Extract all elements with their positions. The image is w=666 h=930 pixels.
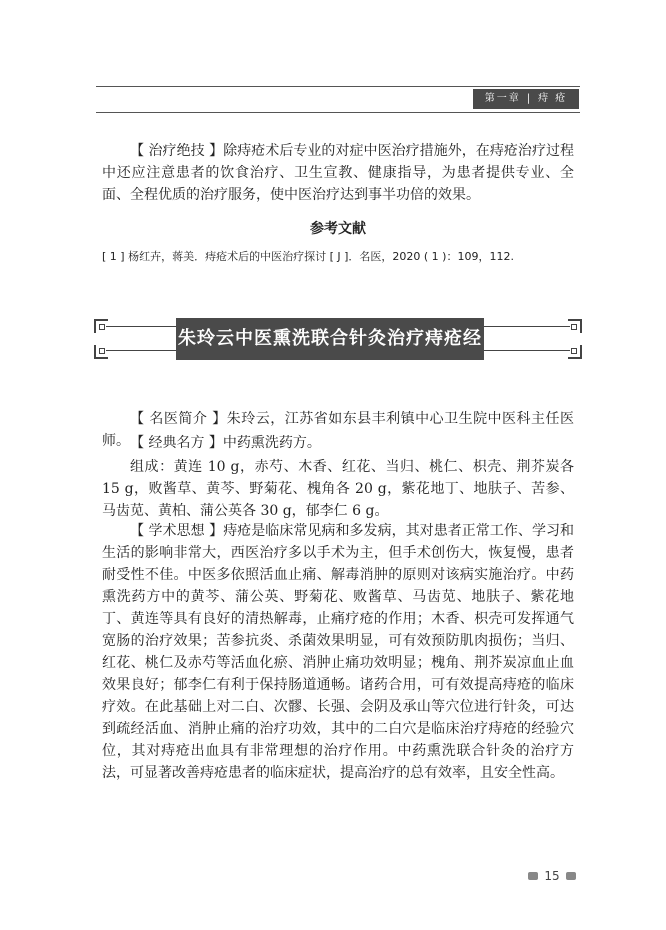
header-chapter: 第一章 [484, 93, 521, 104]
profile-label: 【 名医简介 】 [130, 411, 227, 427]
header-rule-bottom [96, 112, 580, 113]
treatment-tip-text: 除痔疮术后专业的对症中医治疗措施外，在痔疮治疗过程中还应注意患者的饮食治疗、卫生宣教、健康指导，为患者提供专业、全面、全程优质的治疗服务，使中医治疗达到事半功倍的效果。 [102, 143, 575, 203]
header-rule-top [96, 86, 580, 87]
scroll-ornament-icon [568, 345, 582, 359]
page-ornament-icon [566, 872, 576, 880]
section-title: 朱玲云中医熏洗联合针灸治疗痔疮经验 [176, 318, 484, 360]
treatment-tip-label: 【 治疗绝技 】 [130, 143, 224, 159]
section-banner [94, 318, 582, 391]
header-topic: 痔 疮 [538, 93, 568, 104]
formula-label: 【 经典名方 】 [130, 435, 223, 451]
composition-text: 组成：黄连 10 g，赤芍、木香、红花、当归、桃仁、枳壳、荆芥炭各 15 g，败酱草、黄芩、野菊花、槐角各 20 g，紫花地丁、地肤子、苦参、马齿苋、黄柏、蒲公英各 30 g，郁李仁 6 g。 [102, 459, 574, 519]
academic-text: 痔疮是临床常见病和多发病，其对患者正常工作、学习和生活的影响非常大，西医治疗多以手术为主，但手术创伤大，恢复慢，患者耐受性不佳。中医多依照活血止痛、解毒消肿的原则对该病实施治疗。中药熏洗药方中的黄芩、蒲公英、野菊花、败酱草、马齿苋、地肤子、紫花地丁、黄连等具有良好的清热解毒，止痛疗疮的作用；木香、枳壳可发挥通气宽肠的治疗效果；苦参抗炎、杀菌效果明显，可有效预防肌肉损伤；当归、红花、桃仁及赤芍等活血化瘀、消肿止痛功效明显；槐角、荆芥炭凉血止血效果良好；郁李仁有利于保持肠道通畅。诸药合用，可有效提高痔疮的临床疗效。在此基础上对二白、次髎、长强、会阴及承山等穴位进行针灸，可达到疏经活血、消肿止痛的治疗功效，其中的二白穴是临床治疗痔疮的经验穴位，其对痔疮出血具有非常理想的治疗作用。中药熏洗联合针灸的治疗方法，可显著改善痔疮患者的临床症状，提高治疗的总有效率，且安全性高。 [102, 523, 575, 781]
formula-paragraph [102, 432, 574, 454]
scroll-ornament-icon [568, 319, 582, 333]
running-header [473, 89, 579, 109]
composition-paragraph [102, 456, 574, 522]
page-ornament-icon [528, 872, 538, 880]
page-number: 15 [544, 869, 560, 883]
scroll-ornament-icon [94, 319, 108, 333]
formula-text: 中药熏洗药方。 [222, 435, 321, 451]
reference-item: [ 1 ] 杨红卉，蒋美．痔疮术后的中医治疗探讨 [ J ]．名医，2020 ( 1 )：109，112. [102, 250, 514, 263]
references-title: 参考文献 [310, 221, 366, 237]
page-number-block [528, 868, 576, 884]
treatment-tip-paragraph [102, 140, 574, 206]
scroll-ornament-icon [94, 345, 108, 359]
academic-paragraph [102, 520, 574, 784]
profile-text: 朱玲云，江苏省如东县丰利镇中心卫生院中医科主任医师。 [102, 411, 574, 449]
academic-label: 【 学术思想 】 [130, 523, 224, 539]
header-separator: | [526, 93, 533, 104]
